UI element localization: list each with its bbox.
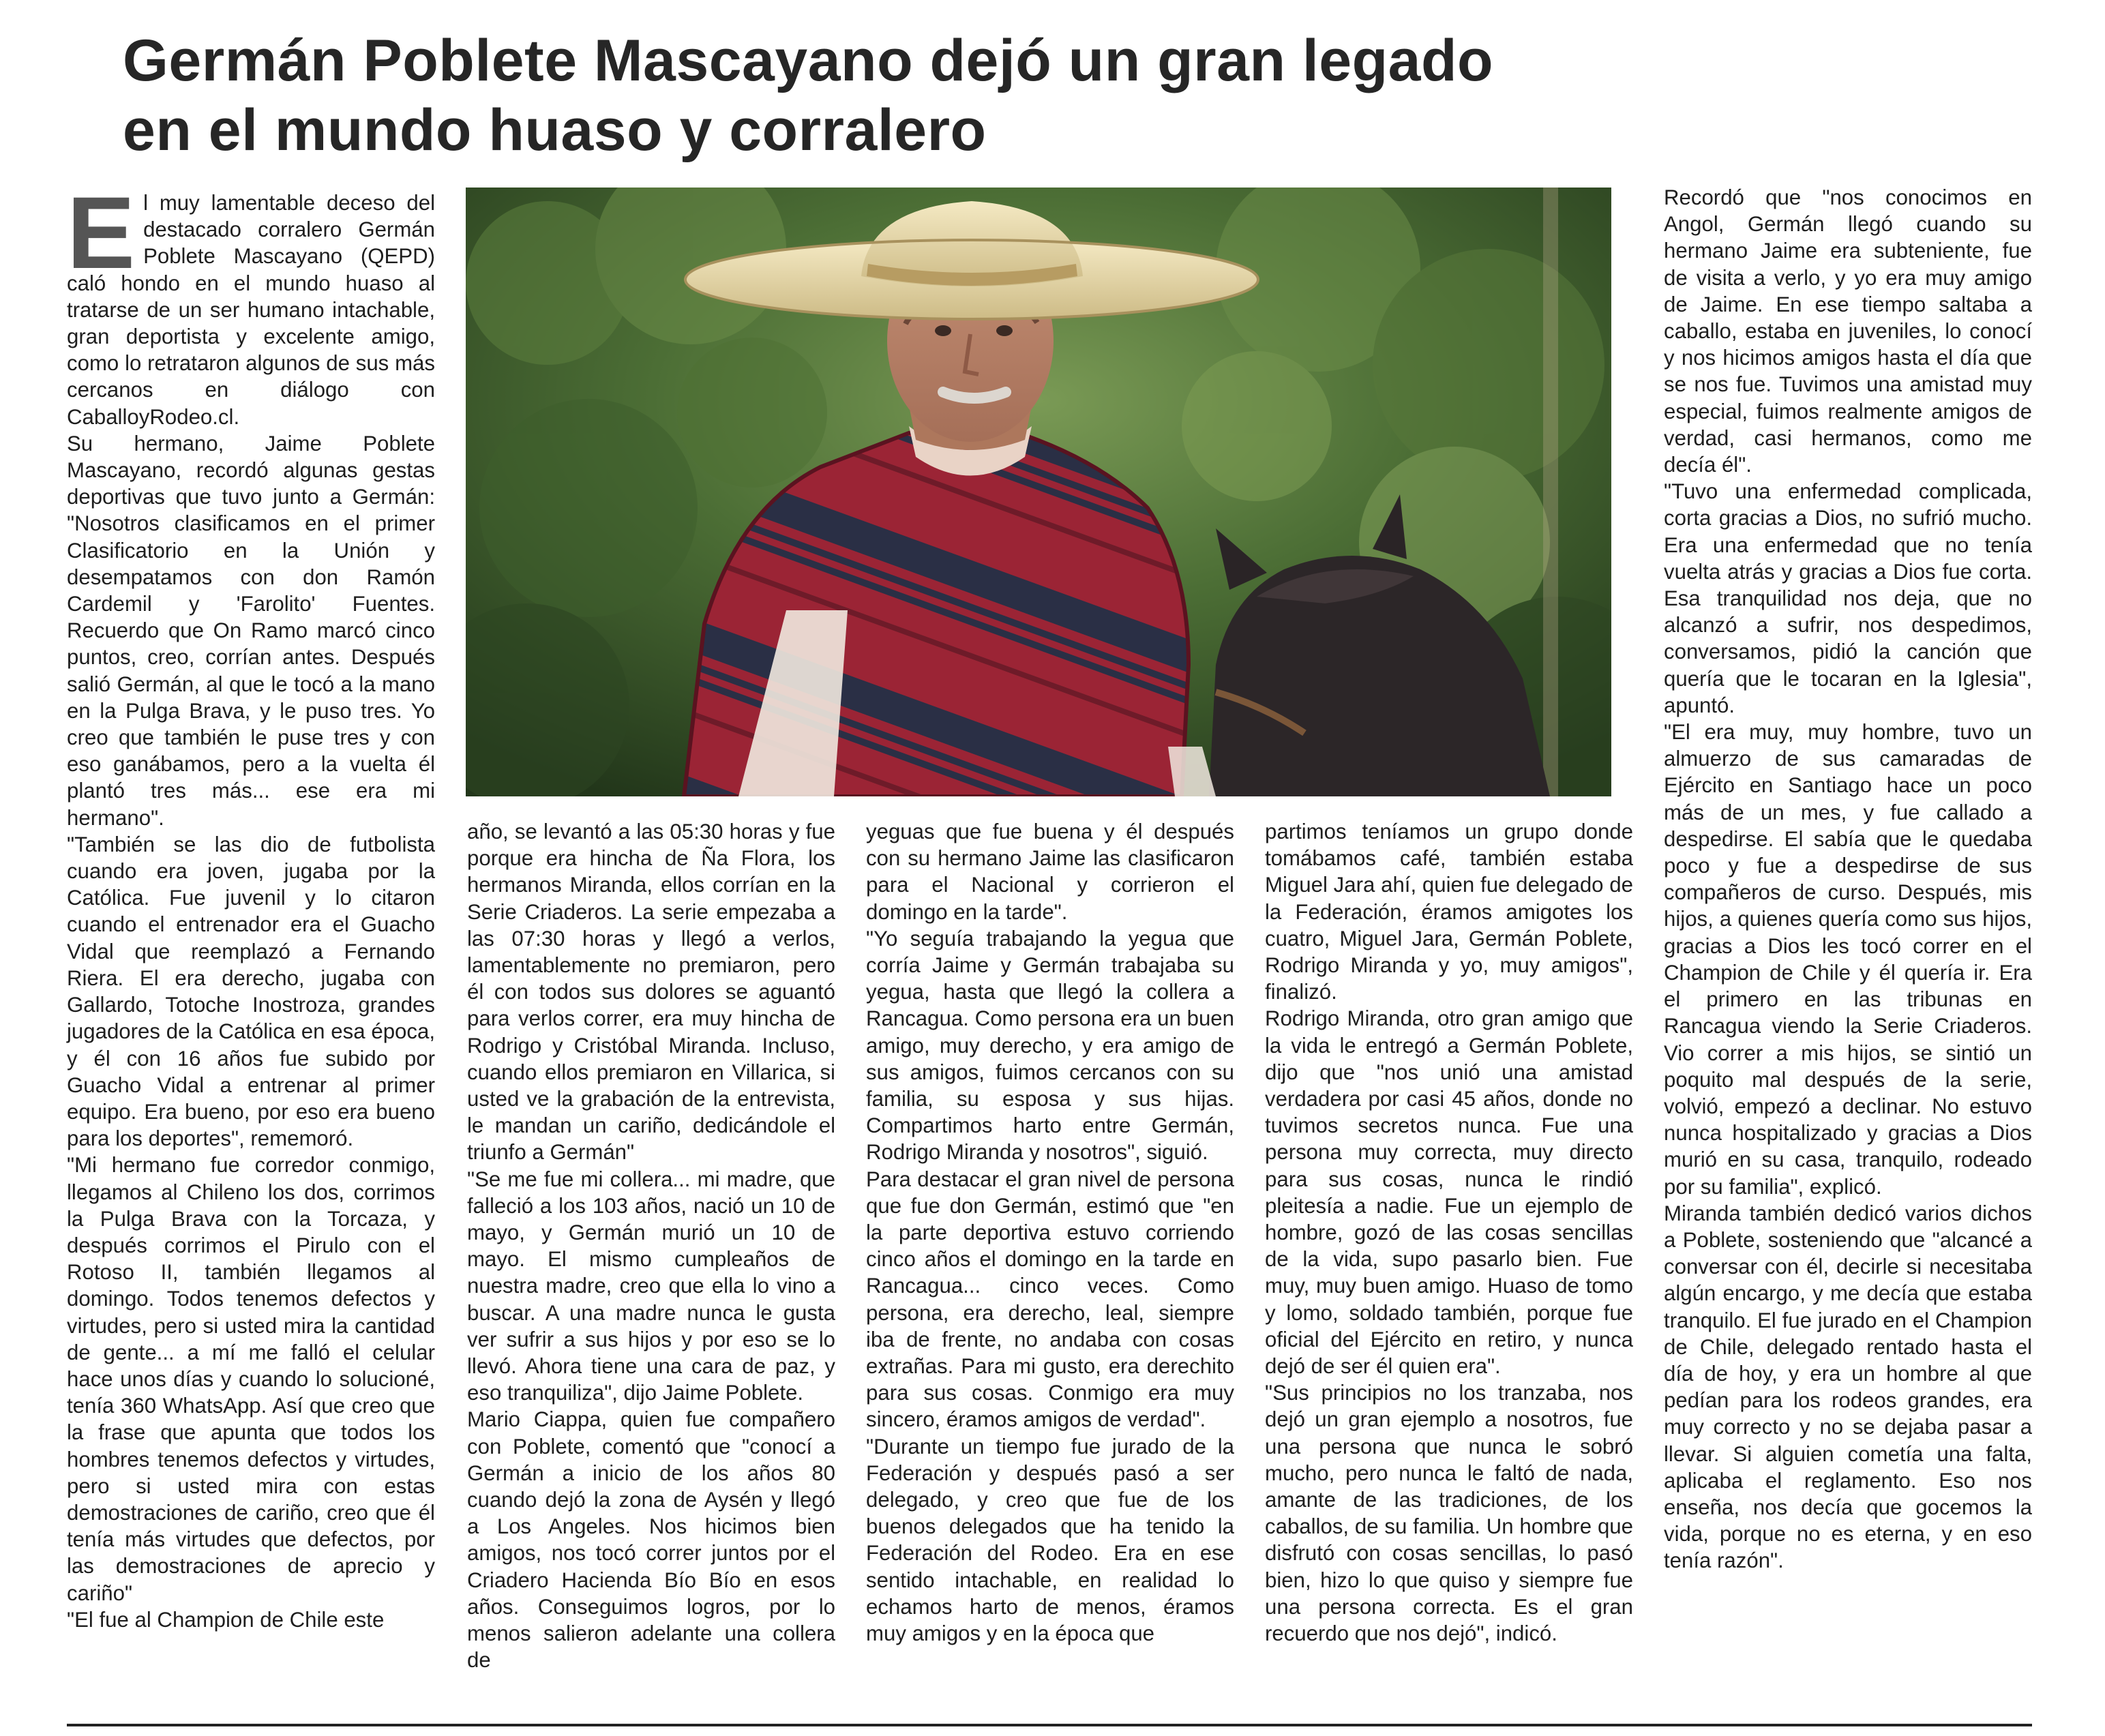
paragraph: Para destacar el gran nivel de persona que fue don Germán, estimó que "en la parte deportiva estuvo corriendo cinco años el domingo en la tarde en Rancagua... cinco veces. Como persona, era derecho, leal, siempre iba de frente, no andaba con cosas extrañas. Para mi gusto, era derechito para sus cosas. Conmigo era muy sincero, éramos amigos de verdad".	[866, 1167, 1234, 1432]
photo-huaso-on-horse	[466, 188, 1611, 796]
paragraph: Recordó que "nos conocimos en Angol, Germán llegó cuando su hermano Jaime era subteniente, fue de visita a verlo, y yo era muy amigo de Jaime. En ese tiempo saltaba a caballo, estaba en juveniles, lo conocí y nos hicimos amigos hasta el día que se nos fue. Tuvimos una amistad muy especial, fuimos realmente amigos de verdad, casi hermanos, como me decía él".	[1664, 185, 2032, 477]
article-column-5	[1664, 184, 2032, 1574]
paragraph: Miranda también dedicó varios dichos a Poblete, sosteniendo que "alcancé a conversar con él, decirle si necesitaba algún encargo, y me decía que estaba tranquilo. El fue jurado en el Champion de Chile, delegado rentado hasta el día de hoy, y era un hombre al que pedían para los rodeos grandes, era muy correcto y no se dejaba pasar a llevar. Si alguien cometía una falta, aplicaba el reglamento. Eso nos enseña, nos decía que gocemos la vida, porque no es eterna, y en eso tenía razón".	[1664, 1201, 2032, 1573]
paragraph: "Se me fue mi collera... mi madre, que falleció a los 103 años, nació un 10 de mayo, y Germán murió un 10 de mayo. El mismo cumpleaños de nuestra madre, creo que ella lo vino a buscar. A una madre nunca le gusta ver sufrir a sus hijos y por eso se lo llevó. Ahora tiene una cara de paz, y eso tranquiliza", dijo Jaime Poblete.	[467, 1167, 835, 1405]
drop-cap: E	[67, 175, 136, 290]
paragraph	[67, 175, 435, 430]
paragraph: "Yo seguía trabajando la yegua que corría Jaime y Germán trabajaba su yegua, hasta que llegó la collera a Rancagua. Como persona era un buen amigo, muy derecho, y era amigo de sus amigos, fuimos cercanos con su familia, su esposa y sus hijas. Compartimos harto entre Germán, Rodrigo Miranda y nosotros", siguió.	[866, 926, 1234, 1165]
paragraph: "El fue al Champion de Chile este	[67, 1607, 385, 1632]
paragraph: yeguas que fue buena y él después con su hermano Jaime las clasificaron para el Nacional y corrieron el domingo en la tarde".	[866, 820, 1234, 924]
paragraph: Rodrigo Miranda, otro gran amigo que la vida le entregó a Germán Poblete, dijo que "nos unió una amistad verdadera por casi 45 años, donde no tuvimos secretos nunca. Fue una persona muy correcta, muy directo para sus cosas, nunca le rindió pleitesía a nadie. Fue un ejemplo de hombre, gozó de las cosas sencillas de la vida, supo pasarlo bien. Fue muy, muy buen amigo. Huaso de tomo y lomo, soldado también, porque fue oficial del Ejército en retiro, y nunca dejó de ser él quien era".	[1265, 1006, 1633, 1379]
article-headline	[123, 26, 1896, 165]
article-column-3	[866, 818, 1234, 1647]
bottom-rule-divider	[67, 1724, 2032, 1726]
article-column-1	[67, 175, 435, 1633]
paragraph: "También se las dio de futbolista cuando era joven, jugaba por la Católica. Fue juvenil y lo citaron cuando el entrenador era el Guacho Vidal que reemplazó a Fernando Riera. El era derecho, jugaba con Gallardo, Totoche Inostroza, grandes jugadores de la Católica en esa época, y él con 16 años fue subido por Guacho Vidal a entrenar al primer equipo. Era bueno, por eso era bueno para los deportes", rememoró.	[67, 832, 435, 1151]
paragraph: "Durante un tiempo fue jurado de la Federación y después pasó a ser delegado, y creo que fue de los buenos delegados que ha tenido la Federación del Rodeo. Era en ese sentido intachable, en realidad lo echamos harto de menos, éramos muy amigos y en la época que	[866, 1434, 1234, 1646]
headline-line-1: Germán Poblete Mascayano dejó un gran legado	[123, 28, 1494, 93]
article-column-4	[1265, 818, 1633, 1647]
paragraph: "Tuvo una enfermedad complicada, corta gracias a Dios, no sufrió mucho. Era una enfermedad que no tenía vuelta atrás y gracias a Dios fue corta. Esa tranquilidad nos deja, que no alcanzó a sufrir, nos despedimos, conversamos, pidió la canción que quería que le tocaran en la Iglesia", apuntó.	[1664, 479, 2032, 717]
paragraph: Mario Ciappa, quien fue compañero con Poblete, comentó que "conocí a Germán a inicio de los años 80 cuando dejó la zona de Aysén y llegó a Los Angeles. Nos hicimos bien amigos, nos tocó correr juntos por el Criadero Hacienda Bío Bío en esos años. Conseguimos logros, por lo menos salieron adelante una collera de	[467, 1407, 835, 1673]
article-photo	[466, 188, 1611, 796]
paragraph: "Sus principios no los tranzaba, nos dejó un gran ejemplo a nosotros, fue una persona que nunca le sobró mucho, pero nunca le faltó de nada, amante de las tradiciones, de los caballos, de su familia. Un hombre que disfrutó con cosas sencillas, lo pasó bien, hizo lo que quiso y siempre fue una persona correcta. Es el gran recuerdo que nos dejó", indicó.	[1265, 1381, 1633, 1646]
paragraph: "Mi hermano fue corredor conmigo, llegamos al Chileno los dos, corrimos la Pulga Brava con la Torcaza, y después corrimos el Pirulo con el Rotoso II, también llegamos al domingo. Todos tenemos defectos y virtudes, pero si usted mira la cantidad de gente... a mí me falló el celular hace unos días y cuando lo solucioné, tenía 360 WhatsApp. Así que creo que la frase que apunta que todos los hombres tenemos defectos y virtudes, pero si usted mira con estas demostraciones de cariño, creo que él tenía más virtudes que defectos, por las demostraciones de aprecio y cariño"	[67, 1153, 435, 1605]
paragraph: partimos teníamos un grupo donde tomábamos café, también estaba Miguel Jara ahí, quien fue delegado de la Federación, éramos amigotes los cuatro, Miguel Jara, Germán Poblete, Rodrigo Miranda y yo, muy amigos", finalizó.	[1265, 820, 1633, 1004]
headline-line-2: en el mundo huaso y corralero	[123, 98, 987, 163]
paragraph: año, se levantó a las 05:30 horas y fue porque era hincha de Ña Flora, los hermanos Miranda, ellos corrían en la Serie Criaderos. La serie empezaba a las 07:30 horas y llegó a verlos, lamentablemente no premiaron, pero él con todos sus dolores se aguantó para verlos correr, era muy hincha de Rodrigo y Cristóbal Miranda. Incluso, cuando ellos premiaron en Villarica, si usted ve la grabación de la entrevista, le mandan un cariño, dedicándole el triunfo a Germán"	[467, 820, 835, 1165]
paragraph-text: l muy lamentable deceso del destacado corralero Germán Poblete Mascayano (QEPD) caló hondo en el mundo huaso al tratarse de un ser humano intachable, gran deportista y excelente amigo, como lo retrataron algunos de sus más cercanos en diálogo con CaballoyRodeo.cl.	[67, 191, 435, 429]
paragraph: "El era muy, muy hombre, tuvo un almuerzo de sus camaradas de Ejército en Santiago hace un poco más de un mes, y fue callado a despedirse. El sabía que le quedaba poco y fue a despedirse de sus compañeros de curso. Después, mis hijos, a quienes quería como sus hijos, gracias a Dios les tocó correr en el Champion de Chile y él quería ir. Era el primero en las tribunas en Rancagua viendo la Serie Criaderos. Vio correr a mis hijos, se sintió un poquito mal después de la serie, volvió, empezó a declinar. No estuvo nunca hospitalizado y gracias a Dios murió en su casa, tranquilo, rodeado por su familia", explicó.	[1664, 720, 2032, 1199]
paragraph: Su hermano, Jaime Poblete Mascayano, recordó algunas gestas deportivas que tuvo junto a Germán: "Nosotros clasificamos en el primer Clasificatorio en la Unión y desempatamos con don Ramón Cardemil y 'Farolito' Fuentes. Recuerdo que On Ramo marcó cinco puntos, creo, corrían antes. Después salió Germán, al que le tocó a la mano en la Pulga Brava, y le puso tres. Yo creo que también le puse tres y con eso ganábamos, pero a la vuelta él plantó tres más... ese era mi hermano".	[67, 431, 435, 830]
article-column-2	[467, 818, 835, 1674]
